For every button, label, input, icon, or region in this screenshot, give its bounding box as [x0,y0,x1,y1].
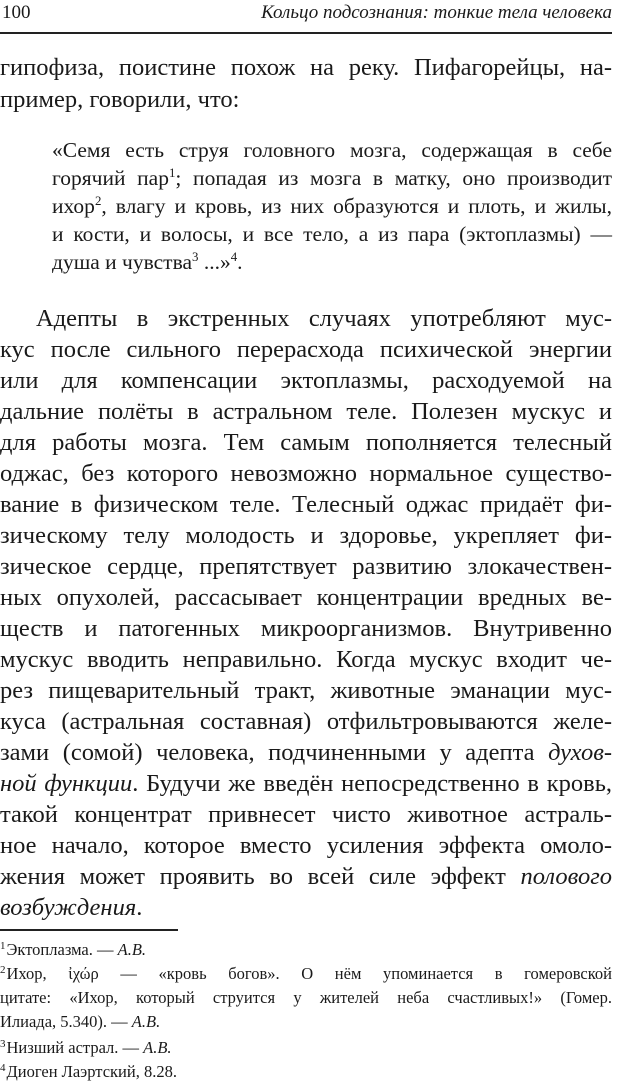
text-line: пример, говорили, что: [0,86,240,113]
text-line: мускус вводить неправильно. Когда мускус входит че- [0,646,612,673]
text-line: ное начало, которое вместо усиления эффекта омоло- [0,832,612,859]
emphasis: полового [520,863,613,890]
footnote-3: $^3$Низший астрал. — А.В. [0,1037,172,1057]
page-header [0,0,612,34]
text-line: куса (астральная составная) отфильтровываются желе- [0,708,612,735]
text-line: жения может проявить во всей силе эффект полового [0,863,613,890]
footnote-ref: 3 [191,249,199,264]
text-line: такой концентрат привнесет чисто животное астраль- [0,801,612,828]
text-line: зами (сомой) человека, подчиненными у адепта духов- [0,739,612,766]
quote-line: ихор$^2$, влагу и кровь, из них образуются и плоть, и жилы, [52,193,612,218]
text-line: рез пищеварительный тракт, животные эманации мус- [0,677,612,704]
text-line: зическому телу молодость и здоровье, укрепляет фи- [0,522,612,549]
text-line: или для компенсации эктоплазмы, расходуемой на [0,367,612,394]
footnote-ref: 2 [94,193,102,208]
footnote-2-cont: Илиада, 5.340). — А.В. [0,1012,161,1031]
header-rule [0,32,612,34]
emphasis: возбуждения [0,894,137,921]
footnote-2-cont: цитате: «Ихор, который струится у жителей неба счастливых!» (Гомер. [0,988,612,1007]
text-line: ной функции. Будучи же введён непосредственно в кровь, [0,770,612,797]
text-line: дальние полёты в астральном теле. Полезен мускус и [0,398,612,425]
text-line: возбуждения. [0,894,143,921]
running-title: Кольцо подсознания: тонкие тела человека [261,2,612,23]
quote-line: душа и чувства$^3$ ...»$^4$. [52,249,243,274]
text-line: вание в физическом теле. Телесный оджас придаёт фи- [0,491,612,518]
quote-line: горячий пар$^1$; попадая из мозга в матку, оно производит [52,165,613,190]
emphasis: духов- [548,739,612,766]
page-number: 100 [2,2,31,23]
text-line: для работы мозга. Тем самым пополняется телесный [0,429,612,456]
footnote-2: $^2$Ихор, ἰχώρ — «кровь богов». О нём упоминается в гомеровской [0,963,612,983]
footnote-4: $^4$Диоген Лаэртский, 8.28. [0,1061,177,1081]
footnote-ref: 4 [230,249,238,264]
text-line: ных опухолей, рассасывает концентрации вредных ве- [0,584,612,611]
emphasis: ной функции [0,770,133,797]
footnote-rule [0,929,178,931]
footnote-ref: 1 [168,165,176,180]
footnote-1: $^1$Эктоплазма. — А.В. [0,939,147,959]
text-line: Адепты в экстренных случаях употребляют мус- [36,305,612,332]
text-line: гипофиза, поистине похож на реку. Пифагорейцы, на- [0,54,612,81]
text-line: ществ и патогенных микроорганизмов. Внутривенно [0,615,612,642]
text-line: зическое сердце, препятствует развитию злокачествен- [0,553,612,580]
quote-line: и кости, и волосы, и все тело, а из пара (эктоплазмы) — [52,222,612,246]
text-line: оджас, без которого невозможно нормальное существо- [0,460,612,487]
quote-line: «Семя есть струя головного мозга, содержащая в себе [52,138,612,162]
text-line: кус после сильного перерасхода психической энергии [0,336,612,363]
